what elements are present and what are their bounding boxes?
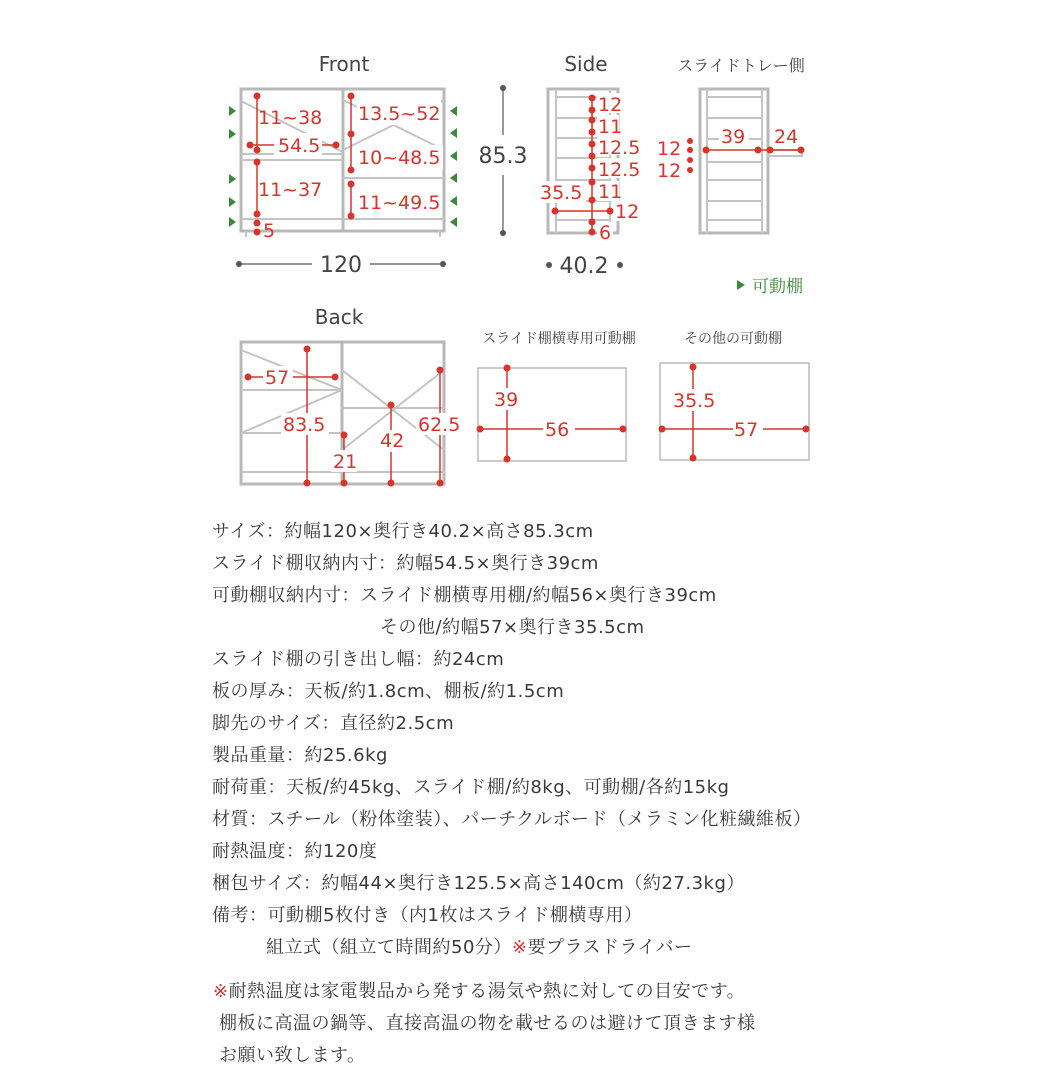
tray-diagram [657, 56, 805, 233]
spec-slide-draw: スライド棚の引き出し幅：約24cm [212, 649, 505, 670]
side-diagram [540, 52, 640, 279]
tray-label-1: 12 [657, 138, 682, 160]
spec-driver: 要プラスドライバー [527, 937, 693, 958]
front-label-7: 11~49.5 [358, 192, 441, 214]
spec-weight: 製品重量：約25.6kg [212, 745, 388, 766]
driver-mark: ※ [511, 937, 528, 958]
side-label-1: 12 [598, 94, 623, 116]
back-label-2: 83.5 [283, 414, 326, 436]
side-label-6: 11 [598, 181, 623, 203]
spec-movable-inner: 可動棚収納内寸：スライド棚横専用棚/約幅56×奥行き39cm [212, 585, 717, 606]
front-label-5: 13.5~52 [358, 103, 441, 125]
side-label-7: 12 [615, 201, 640, 223]
side-label-2: 11 [598, 116, 623, 138]
spec-slide-inner: スライド棚収納内寸：約幅54.5×奥行き39cm [212, 553, 599, 574]
spec-remarks: 備考：可動棚5枚付き（内1枚はスライド棚横専用） [212, 905, 643, 926]
back-diagram [241, 305, 464, 487]
tray-label-4: 24 [774, 126, 799, 148]
back-title: Back [314, 305, 364, 329]
slide-shelf-title: スライド棚横専用可動棚 [482, 331, 636, 347]
spec-movable-inner-other: その他/約幅57×奥行き35.5cm [380, 617, 645, 638]
tray-title: スライドトレー側 [677, 56, 805, 75]
note-line-3: お願い致します。 [219, 1045, 366, 1066]
spec-load: 耐荷重：天板/約45kg、スライド棚/約8kg、可動棚/各約15kg [212, 777, 730, 798]
back-label-1: 57 [265, 367, 290, 389]
back-label-5: 62.5 [418, 414, 461, 436]
spec-package: 梱包サイズ：約幅44×奥行き125.5×高さ140cm（約27.3kg） [212, 873, 745, 894]
front-title: Front [318, 52, 370, 76]
side-width-label: 40.2 [559, 254, 609, 279]
side-label-8: 6 [599, 222, 612, 244]
note-line-2: 棚板に高温の鍋等、直接高温の物を載せるのは避けて頂きます様 [219, 1013, 756, 1034]
spec-assembly-line [266, 933, 693, 959]
front-label-2: 54.5 [278, 135, 321, 157]
legend [737, 277, 803, 297]
side-label-5: 35.5 [540, 182, 583, 204]
front-width-label: 120 [320, 253, 362, 278]
back-label-4: 42 [380, 430, 405, 452]
spec-foot: 脚先のサイズ：直径約2.5cm [212, 713, 455, 734]
other-shelf-title: その他の可動棚 [684, 331, 782, 347]
front-height-label: 85.3 [478, 144, 528, 169]
slide-shelf-depth: 39 [494, 389, 519, 411]
note-line-1 [213, 977, 745, 1003]
side-title: Side [564, 52, 608, 76]
spec-assembly: 組立式（組立て時間約50分） [266, 937, 512, 958]
tray-label-2: 12 [657, 160, 682, 182]
front-label-1: 11~38 [258, 107, 323, 129]
other-shelf-depth: 35.5 [673, 390, 716, 412]
legend-label: 可動棚 [752, 277, 803, 297]
side-label-3: 12.5 [598, 137, 641, 159]
tray-label-3: 39 [721, 126, 746, 148]
note-text-1: 耐熱温度は家電製品から発する湯気や熱に対しての目安です。 [228, 981, 746, 1002]
slide-shelf-diagram [477, 330, 636, 463]
front-diagram [229, 52, 527, 278]
spec-size: サイズ：約幅120×奥行き40.2×高さ85.3cm [212, 521, 594, 542]
spec-heat: 耐熱温度：約120度 [212, 841, 378, 862]
other-shelf-width: 57 [734, 419, 759, 441]
front-label-4: 5 [263, 220, 276, 242]
slide-shelf-width: 56 [545, 419, 570, 441]
side-label-4: 12.5 [598, 159, 641, 181]
spec-material: 材質：スチール（粉体塗装）、パーチクルボード（メラミン化粧繊維板） [212, 809, 812, 830]
other-shelf-diagram [659, 330, 810, 462]
front-label-3: 11~37 [258, 179, 323, 201]
back-label-3: 21 [333, 451, 358, 473]
spec-thickness: 板の厚み：天板/約1.8cm、棚板/約1.5cm [212, 681, 565, 702]
front-label-6: 10~48.5 [358, 147, 441, 169]
note-mark: ※ [213, 981, 229, 1002]
dimension-diagrams [0, 0, 1053, 500]
